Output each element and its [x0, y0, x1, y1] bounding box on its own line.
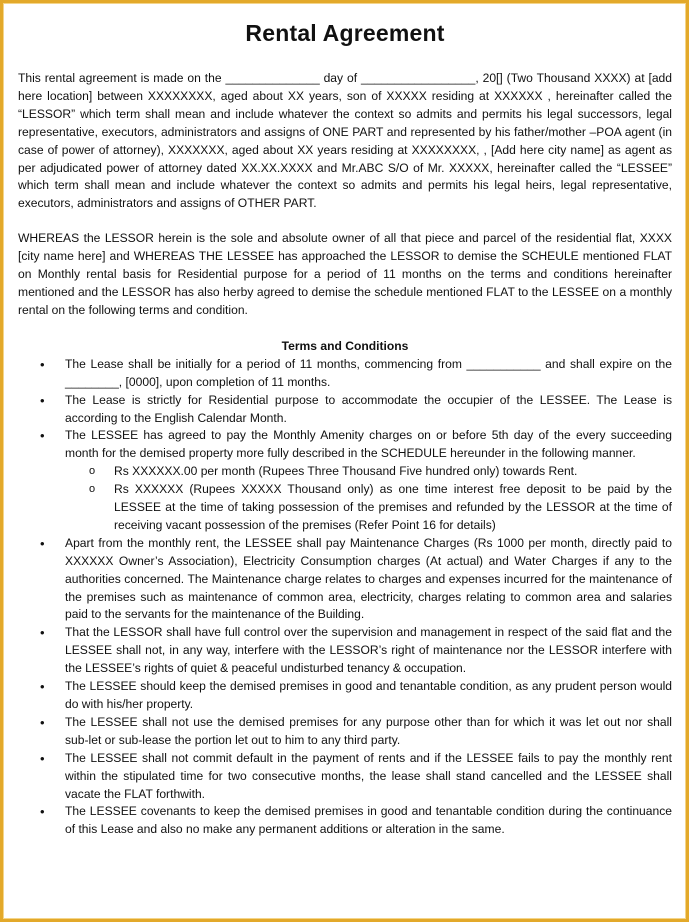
term-item: • The Lease shall be initially for a period of 11 months, commencing from ___________ and shall expire on the ________, [0000], upon completion of 11 months. [18, 356, 672, 392]
document-page [18, 14, 672, 839]
term-item: • The Lease is strictly for Residential purpose to accommodate the occupier of the LESSEE. The Lease is according to the English Calendar Month. [18, 392, 672, 428]
term-item: • The LESSEE covenants to keep the demised premises in good and tenantable condition during the continuance of this Lease and also no make any permanent additions or alteration in the same. [18, 803, 672, 839]
term-item: • That the LESSOR shall have full control over the supervision and management in respect of the said flat and the LESSEE shall not, in any way, interfere with the LESSOR’s right of maintenance nor the LESSOR interfere with the LESSEE’s rights of quiet & peaceful undisturbed tenancy & occupation. [18, 624, 672, 678]
term-item: • The LESSEE shall not commit default in the payment of rents and if the LESSEE fails to pay the monthly rent within the stipulated time for two consecutive months, the lease shall stand cancelled and the LESSEE shall vacate the FLAT forthwith. [18, 750, 672, 804]
terms-list [18, 356, 672, 839]
intro-paragraph: This rental agreement is made on the ______________ day of _________________, 20[] (Two Thousand XXXX) at [add here location] between XXXXXXXX, aged about XX years, son of XXXXX residing at XXXXXX , hereinafter called the “LESSOR” which term shall mean and include whatever the context so admits and permits his legal successors, legal representative, executors, administrators and assigns of ONE PART and represented by his father/mother –POA agent (in case of power of attorney), XXXXXXX, aged about XX years residing at XXXXXXXX, , [Add here city name] as agent as per adjudicated power of attorney dated XX.XX.XXXX and Mr.ABC S/O of Mr. XXXXX, hereinafter called the “LESSEE” which term shall mean and include whatever the context so admits and permits his legal heirs, legal representative, executors, administrators and assigns of OTHER PART. [18, 71, 672, 211]
payment-sublist [65, 463, 672, 535]
term-item: • Apart from the monthly rent, the LESSEE shall pay Maintenance Charges (Rs 1000 per month, directly paid to XXXXXX Owner’s Association), Electricity Consumption charges (At actual) and Water Charges if any to the authorities concerned. The Maintenance charge relates to charges and expenses incurred for the maintenance of the premises such as maintenance of common area, electricity, charges relating to common area and salaries paid to the servants for the maintenance of the Building. [18, 535, 672, 625]
payment-item: o Rs XXXXXX.00 per month (Rupees Three Thousand Five hundred only) towards Rent. [65, 463, 672, 481]
whereas-paragraph: WHEREAS the LESSOR herein is the sole and absolute owner of all that piece and parcel of the residential flat, XXXX [city name here] and WHEREAS THE LESSEE has approached the LESSOR to demise the SCHEULE mentioned FLAT on Monthly rental basis for Residential purpose for a period of 11 months on the terms and conditions hereinafter mentioned and the LESSOR has also herby agreed to demise the schedule mentioned FLAT to the LESSEE on a monthly rental on the following terms and condition. [18, 231, 672, 317]
terms-heading: Terms and Conditions [281, 338, 409, 353]
document-title: Rental Agreement [245, 20, 445, 46]
term-item [18, 427, 672, 534]
term-item-text: The LESSEE has agreed to pay the Monthly Amenity charges on or before 5th day of the every succeeding month for the demised property more fully described in the SCHEDULE hereunder in the following manner. [65, 428, 672, 461]
term-item: • The LESSEE should keep the demised premises in good and tenantable condition, as any prudent person would do with his/her property. [18, 678, 672, 714]
payment-item: o Rs XXXXXX (Rupees XXXXX Thousand only) as one time interest free deposit to be paid by the LESSEE at the time of taking possession of the premises and refunded by the LESSOR at the time of receiving vacant possession of the premises (Refer Point 16 for details) [65, 481, 672, 535]
term-item: • The LESSEE shall not use the demised premises for any purpose other than for which it was let out nor shall sub-let or sub-lease the portion let out to him to any third party. [18, 714, 672, 750]
